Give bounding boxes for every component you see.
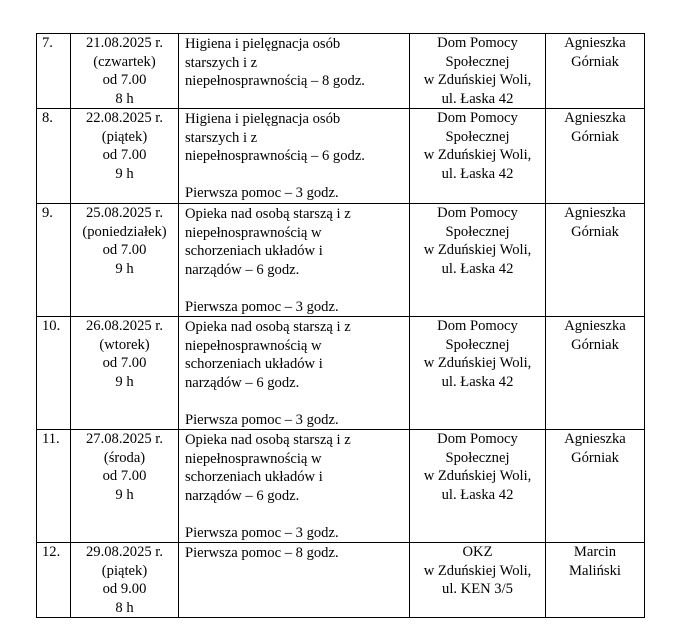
date-cell-line: 9 h (115, 373, 134, 390)
date-cell-line: (poniedziałek) (82, 223, 167, 240)
date-cell (71, 317, 179, 430)
topic-cell-line: narządów – 6 godz. (185, 261, 300, 278)
place-cell (410, 34, 546, 109)
date-cell (71, 34, 179, 109)
place-cell (410, 109, 546, 204)
place-cell-line: Społecznej (445, 223, 510, 240)
date-cell-line: (środa) (103, 449, 146, 466)
trainer-cell-line: Marcin (573, 544, 617, 560)
trainer-cell-line: Agnieszka (564, 205, 626, 221)
date-cell-line: (wtorek) (99, 336, 150, 353)
topic-cell-line (185, 166, 407, 185)
trainer-cell (546, 543, 645, 618)
place-cell-line: Społecznej (445, 53, 510, 70)
date-cell-line: (piątek) (101, 562, 148, 579)
topic-cell-line: niepełnosprawnością w (185, 224, 322, 241)
place-cell-line: w Zduńskiej Woli, (423, 355, 532, 371)
place-cell-line: Społecznej (445, 449, 510, 466)
topic-cell-line: Higiena i pielęgnacja osób (185, 36, 341, 52)
place-cell-line: Społecznej (445, 128, 510, 145)
date-cell-line: 25.08.2025 r. (85, 205, 164, 221)
trainer-cell (546, 317, 645, 430)
place-cell (410, 430, 546, 543)
row-number-cell-line: 8. (42, 110, 53, 126)
place-cell (410, 317, 546, 430)
topic-cell-line: schorzeniach układów i (185, 356, 323, 372)
place-cell-line: w Zduńskiej Woli, (423, 242, 532, 258)
date-cell-line: od 7.00 (102, 72, 147, 88)
place-cell-line: Społecznej (445, 336, 510, 353)
date-cell-line: 8 h (115, 90, 134, 107)
trainer-cell-line: Górniak (571, 336, 619, 353)
trainer-cell-line: Agnieszka (564, 110, 626, 126)
topic-cell (179, 543, 410, 618)
topic-cell-line: niepełnosprawnością – 8 godz. (185, 73, 365, 89)
topic-cell-line: Pierwsza pomoc – 3 godz. (185, 185, 339, 201)
table-row (37, 109, 645, 204)
topic-cell-line: Higiena i pielęgnacja osób (185, 111, 341, 127)
topic-cell-line: Opieka nad osobą starszą i z (185, 432, 351, 448)
topic-cell-line: narządów – 6 godz. (185, 487, 300, 504)
trainer-cell-line: Agnieszka (564, 35, 626, 51)
trainer-cell-line: Górniak (571, 449, 619, 466)
date-cell-line: 9 h (115, 486, 134, 503)
place-cell-line: Dom Pomocy (437, 205, 518, 221)
place-cell-line: Dom Pomocy (437, 110, 518, 126)
topic-cell (179, 34, 410, 109)
place-cell-line: ul. Łaska 42 (441, 260, 514, 277)
date-cell-line: 22.08.2025 r. (85, 110, 164, 126)
place-cell-line: ul. Łaska 42 (441, 373, 514, 390)
date-cell-line: 27.08.2025 r. (85, 431, 164, 447)
topic-cell-line: Pierwsza pomoc – 8 godz. (185, 545, 339, 561)
topic-cell (179, 109, 410, 204)
topic-cell-line: narządów – 6 godz. (185, 374, 300, 391)
date-cell-line: 9 h (115, 165, 134, 182)
place-cell-line: Dom Pomocy (437, 431, 518, 447)
topic-cell (179, 204, 410, 317)
place-cell-line: Dom Pomocy (437, 318, 518, 334)
table-row (37, 34, 645, 109)
trainer-cell (546, 430, 645, 543)
row-number-cell-line: 9. (42, 205, 53, 221)
place-cell-line: w Zduńskiej Woli, (423, 72, 532, 88)
date-cell-line: (czwartek) (93, 53, 156, 70)
date-cell-line: od 7.00 (102, 147, 147, 163)
topic-cell-line: schorzeniach układów i (185, 243, 323, 259)
topic-cell-line: Opieka nad osobą starszą i z (185, 206, 351, 222)
date-cell-line: 9 h (115, 260, 134, 277)
place-cell-line: OKZ (462, 544, 493, 560)
row-number-cell (37, 204, 71, 317)
table-row (37, 317, 645, 430)
topic-cell-line: niepełnosprawnością w (185, 337, 322, 354)
date-cell-line: od 7.00 (102, 468, 147, 484)
place-cell-line: ul. KEN 3/5 (442, 581, 513, 597)
row-number-cell (37, 430, 71, 543)
topic-cell (179, 317, 410, 430)
trainer-cell (546, 109, 645, 204)
date-cell-line: 26.08.2025 r. (85, 318, 164, 334)
row-number-cell-line: 11. (42, 431, 60, 447)
place-cell-line: ul. Łaska 42 (441, 165, 514, 182)
row-number-cell (37, 543, 71, 618)
table-row (37, 204, 645, 317)
schedule-table (36, 33, 645, 618)
place-cell-line: w Zduńskiej Woli, (423, 562, 532, 579)
trainer-cell (546, 34, 645, 109)
row-number-cell (37, 34, 71, 109)
date-cell-line: 29.08.2025 r. (85, 544, 164, 560)
place-cell-line: ul. Łaska 42 (441, 486, 514, 503)
topic-cell (179, 430, 410, 543)
date-cell-line: 21.08.2025 r. (85, 35, 164, 51)
trainer-cell-line: Górniak (571, 223, 619, 240)
date-cell (71, 543, 179, 618)
table-row (37, 543, 645, 618)
topic-cell-line: Opieka nad osobą starszą i z (185, 319, 351, 335)
row-number-cell-line: 12. (42, 544, 61, 560)
date-cell (71, 109, 179, 204)
row-number-cell (37, 317, 71, 430)
topic-cell-line (185, 505, 407, 524)
trainer-cell-line: Górniak (571, 53, 619, 70)
trainer-cell-line: Agnieszka (564, 318, 626, 334)
place-cell-line: Dom Pomocy (437, 35, 518, 51)
place-cell (410, 543, 546, 618)
place-cell-line: w Zduńskiej Woli, (423, 147, 532, 163)
place-cell-line: ul. Łaska 42 (441, 90, 514, 107)
trainer-cell-line: Górniak (571, 128, 619, 145)
table-row (37, 430, 645, 543)
place-cell-line: w Zduńskiej Woli, (423, 468, 532, 484)
trainer-cell-line: Maliński (569, 562, 621, 579)
topic-cell-line: starszych i z (185, 129, 258, 146)
schedule-table-body (37, 34, 645, 618)
topic-cell-line: starszych i z (185, 54, 258, 71)
row-number-cell-line: 7. (42, 35, 53, 51)
date-cell-line: od 9.00 (102, 581, 147, 597)
date-cell-line: od 7.00 (102, 355, 147, 371)
topic-cell-line: Pierwsza pomoc – 3 godz. (185, 298, 339, 315)
row-number-cell-line: 10. (42, 318, 61, 334)
trainer-cell-line: Agnieszka (564, 431, 626, 447)
topic-cell-line: niepełnosprawnością w (185, 450, 322, 467)
date-cell-line: od 7.00 (102, 242, 147, 258)
date-cell (71, 430, 179, 543)
trainer-cell (546, 204, 645, 317)
topic-cell-line: Pierwsza pomoc – 3 godz. (185, 411, 339, 428)
date-cell (71, 204, 179, 317)
place-cell (410, 204, 546, 317)
topic-cell-line (185, 392, 407, 411)
date-cell-line: 8 h (115, 599, 134, 616)
topic-cell-line: Pierwsza pomoc – 3 godz. (185, 524, 339, 541)
topic-cell-line (185, 279, 407, 298)
row-number-cell (37, 109, 71, 204)
topic-cell-line: schorzeniach układów i (185, 469, 323, 485)
date-cell-line: (piątek) (101, 128, 148, 145)
topic-cell-line: niepełnosprawnością – 6 godz. (185, 148, 365, 164)
